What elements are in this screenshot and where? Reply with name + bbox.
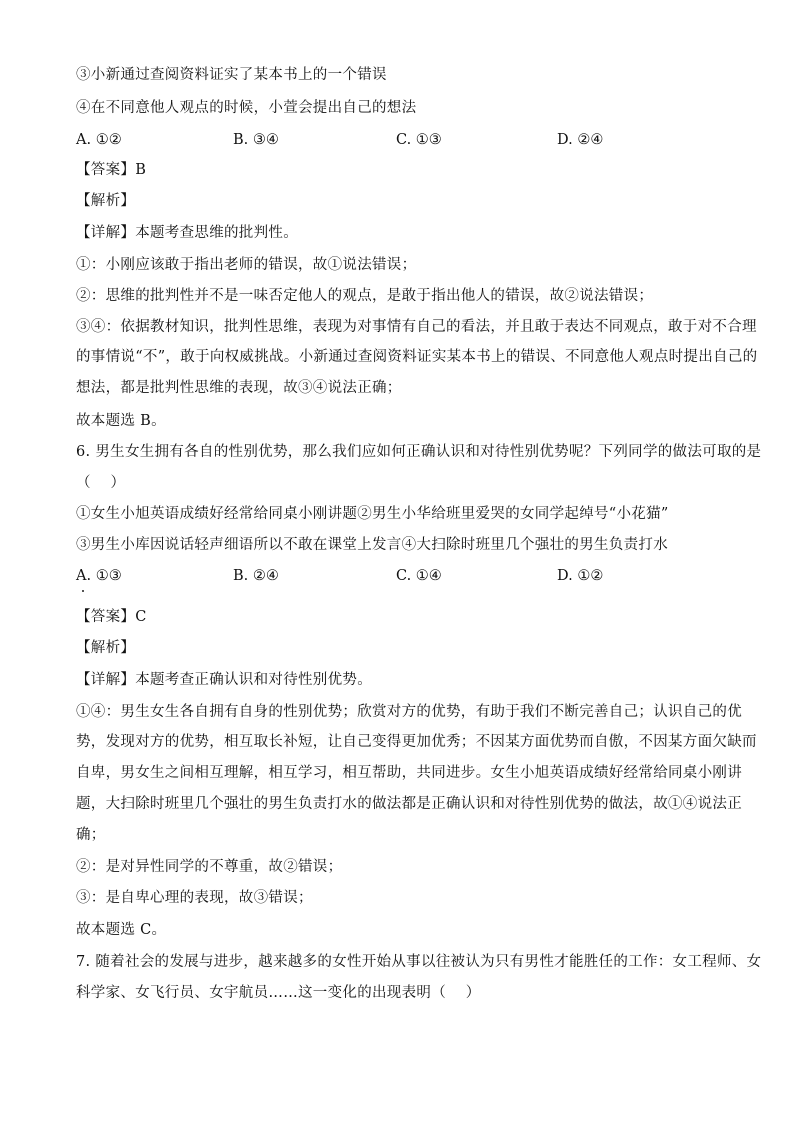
q6-option-b: B. ②④ (233, 568, 279, 584)
q5-item-3: ③小新通过查阅资料证实了某本书上的一个错误 (76, 67, 387, 83)
q5-analysis-heading: 【解析】 (76, 193, 136, 209)
q5-item-4: ④在不同意他人观点的时候，小萱会提出自己的想法 (76, 100, 417, 116)
q5-explanation-line: 的事情说“不”，敢于向权威挑战。小新通过查阅资料证实某本书上的错误、不同意他人观点时提出自己的 (76, 349, 758, 365)
q6-items-1-2: ①女生小旭英语成绩好经常给同桌小刚讲题②男生小华给班里爱哭的女同学起绰号“小花猫” (76, 506, 669, 522)
q5-option-b: B. ③④ (233, 132, 279, 148)
q5-explanation-line: ②：思维的批判性并不是一味否定他人的观点，是敢于指出他人的错误，故②说法错误； (76, 288, 654, 304)
q6-explanation-line: 确； (76, 827, 106, 843)
q6-detail-heading: 【详解】本题考查正确认识和对待性别优势。 (76, 672, 372, 688)
q6-explanation-line: 自卑，男女生之间相互理解，相互学习，相互帮助，共同进步。女生小旭英语成绩好经常给同桌小刚讲 (76, 765, 742, 781)
q5-conclusion: 故本题选 B。 (76, 413, 166, 429)
q6-explanation-line: ②：是对异性同学的不尊重，故②错误； (76, 859, 343, 875)
q7-stem-line-1: 7. 随着社会的发展与进步，越来越多的女性开始从事以往被认为只有男性才能胜任的工作：女工程师、女 (76, 954, 762, 970)
q6-explanation-line: ③：是自卑心理的表现，故③错误； (76, 890, 313, 906)
q7-stem-line-2: 科学家、女飞行员、女宇航员……这一变化的出现表明（ ） (76, 985, 481, 1001)
q6-explanation-line: ①④：男生女生各自拥有自身的性别优势；欣赏对方的优势，有助于我们不断完善自己；认识自己的优 (76, 704, 742, 720)
q6-analysis-heading: 【解析】 (76, 640, 136, 656)
q5-explanation-line: ③④：依据教材知识，批判性思维，表现为对事情有自己的看法，并且敢于表达不同观点，敢于对不合理 (76, 319, 757, 335)
q6-conclusion: 故本题选 C。 (76, 922, 167, 938)
q6-stem-line-1: 6. 男生女生拥有各自的性别优势，那么我们应如何正确认识和对待性别优势呢？下列同学的做法可取的是 (76, 444, 762, 460)
q5-explanation-line: ①：小刚应该敢于指出老师的错误，故①说法错误； (76, 257, 417, 273)
q5-detail-heading: 【详解】本题考查思维的批判性。 (76, 225, 298, 241)
q6-answer: 【答案】C (76, 609, 147, 625)
q6-option-d: D. ①② (557, 568, 604, 584)
q6-option-c: C. ①④ (396, 568, 442, 584)
q5-option-d: D. ②④ (557, 132, 604, 148)
q6-stem-line-2: （ ） (76, 475, 126, 491)
q5-answer: 【答案】B (76, 162, 147, 178)
q6-explanation-line: 势，发现对方的优势，相互取长补短，让自己变得更加优秀；不因某方面优势而自傲，不因某方面欠缺而 (76, 734, 757, 750)
q6-explanation-line: 题，大扫除时班里几个强壮的男生负责打水的做法都是正确认识和对待性别优势的做法，故①④说法正 (76, 796, 742, 812)
q5-option-c: C. ①③ (396, 132, 442, 148)
q6-items-3-4: ③男生小库因说话轻声细语所以不敢在课堂上发言④大扫除时班里几个强壮的男生负责打水 (76, 537, 668, 553)
q5-option-a: A. ①② (76, 132, 122, 148)
stray-dot (82, 590, 84, 592)
q5-explanation-line: 想法，都是批判性思维的表现，故③④说法正确； (76, 380, 402, 396)
q6-option-a: A. ①③ (76, 568, 122, 584)
